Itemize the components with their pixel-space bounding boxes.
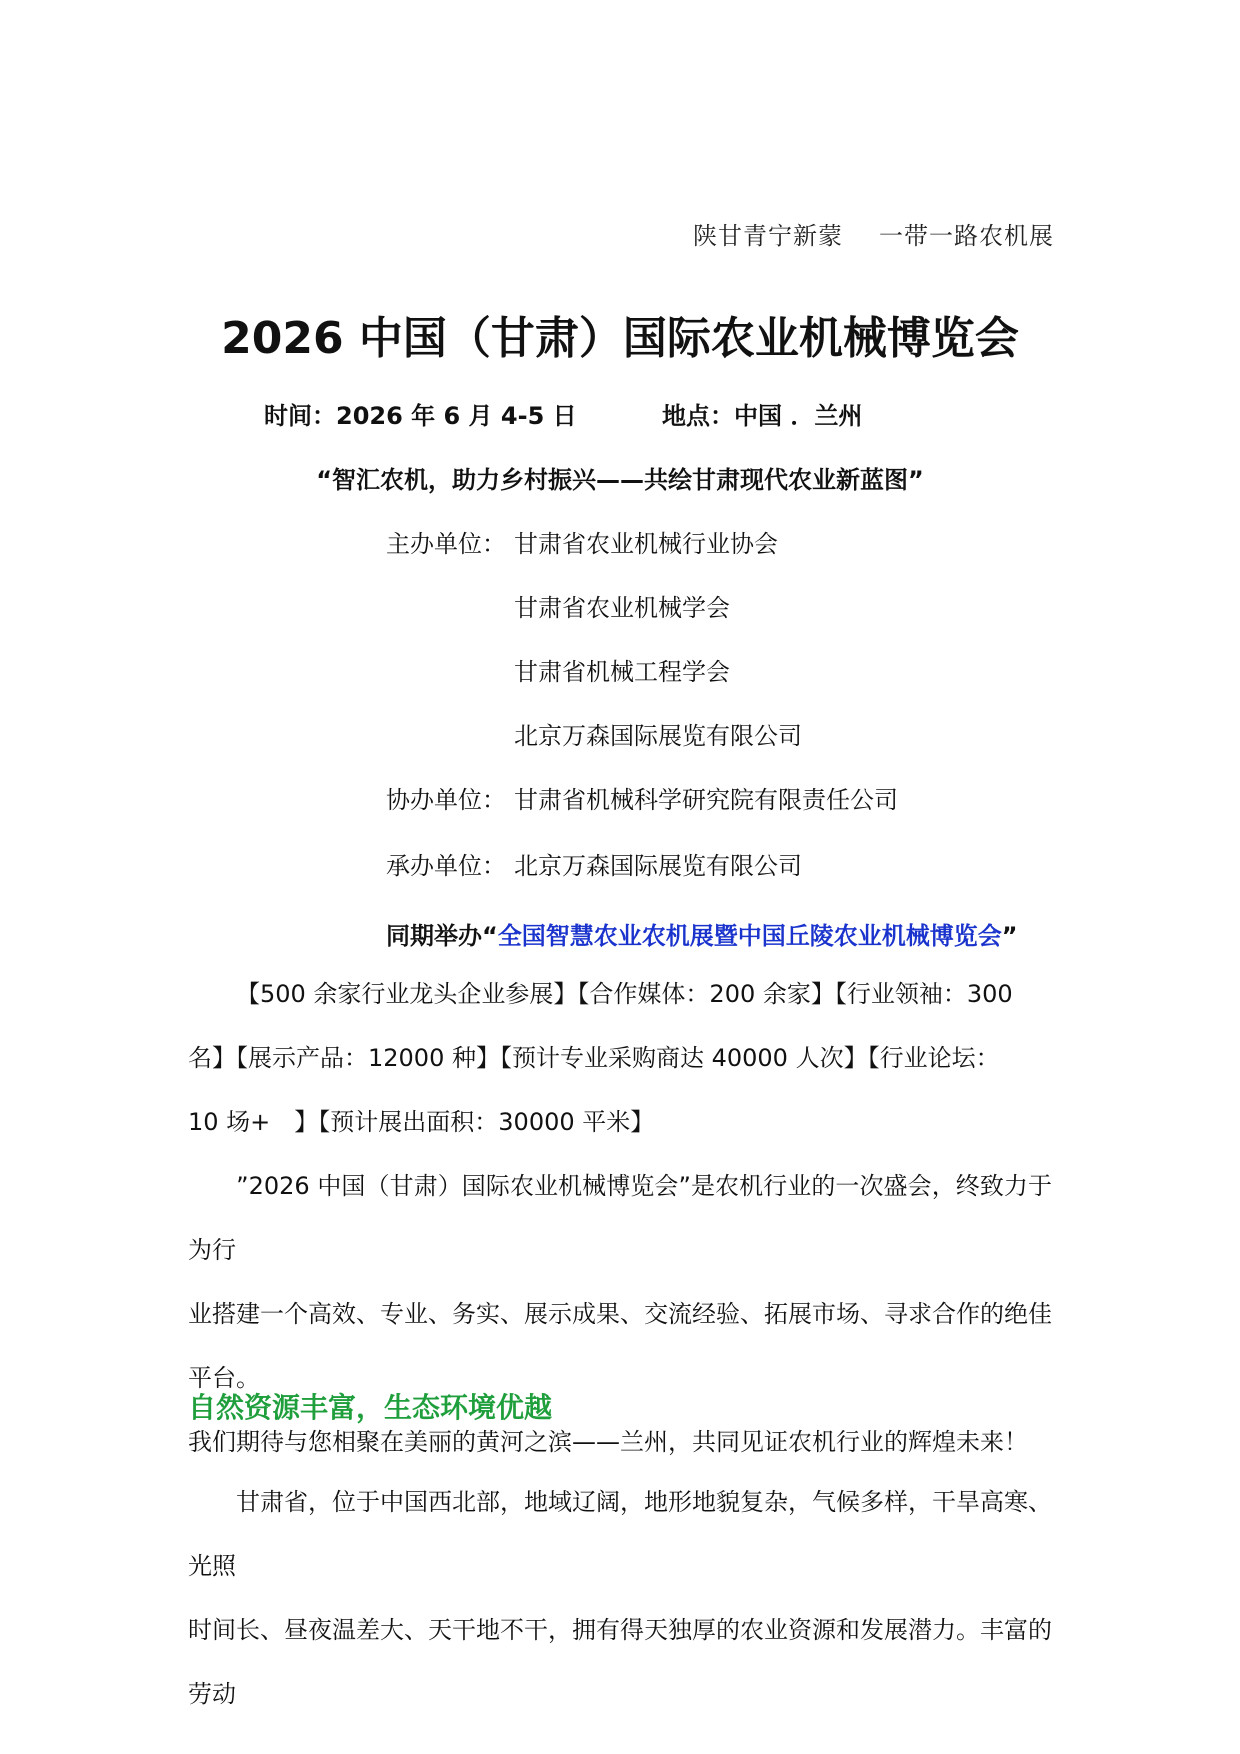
host-org-2: 甘肃省农业机械学会 xyxy=(514,594,730,622)
intro-line: 我们期待与您相聚在美丽的黄河之滨——兰州，共同见证农机行业的辉煌未来！ xyxy=(188,1428,1028,1456)
stats-line: 【500 余家行业龙头企业参展】【合作媒体：200 余家】【行业领袖：300 xyxy=(236,980,1013,1008)
co-organizer: 甘肃省机械科学研究院有限责任公司 xyxy=(514,786,898,814)
page-title: 2026 中国（甘肃）国际农业机械博览会 xyxy=(221,313,1019,364)
stats-line: 名】【展示产品：12000 种】【预计专业采购商达 40000 人次】【行业论坛： xyxy=(188,1044,1000,1072)
stats-line: 10 场+ 】【预计展出面积：30000 平米】 xyxy=(188,1108,655,1136)
host-org-3: 甘肃省机械工程学会 xyxy=(514,658,730,686)
event-slogan: “智汇农机，助力乡村振兴——共绘甘肃现代农业新蓝图” xyxy=(316,466,924,494)
section-line: 甘肃省，位于中国西北部，地域辽阔，地形地貌复杂，气候多样，干旱高寒、光照 xyxy=(188,1488,1052,1580)
undertaker-label: 承办单位： xyxy=(386,852,506,880)
intro-paragraph xyxy=(188,1154,1052,1474)
tagline-region: 陕甘青宁新蒙 xyxy=(693,222,843,250)
co-organizer-label: 协办单位： xyxy=(386,786,506,814)
host-org-4: 北京万森国际展览有限公司 xyxy=(514,722,802,750)
section-paragraph xyxy=(188,1470,1052,1726)
intro-line: ”2026 中国（甘肃）国际农业机械博览会”是农机行业的一次盛会，终致力于为行 xyxy=(188,1172,1052,1264)
event-time: 时间：2026 年 6 月 4-5 日 xyxy=(264,402,577,430)
intro-line: 业搭建一个高效、专业、务实、展示成果、交流经验、拓展市场、寻求合作的绝佳平台。 xyxy=(188,1300,1052,1392)
undertaker: 北京万森国际展览有限公司 xyxy=(514,852,802,880)
concurrent-event xyxy=(386,916,1018,951)
host-label: 主办单位： xyxy=(386,530,506,558)
stats-paragraph xyxy=(188,962,1052,1154)
tagline-belt-road: 一带一路农机展 xyxy=(879,222,1054,250)
concurrent-prefix: 同期举办“ xyxy=(386,922,498,950)
section-line: 时间长、昼夜温差大、天干地不干，拥有得天独厚的农业资源和发展潜力。丰富的劳动 xyxy=(188,1616,1052,1708)
host-org-1: 甘肃省农业机械行业协会 xyxy=(514,530,778,558)
section-heading: 自然资源丰富，生态环境优越 xyxy=(188,1391,553,1424)
header-tagline xyxy=(693,216,1054,251)
event-place: 地点：中国 ．兰州 xyxy=(662,402,863,430)
concurrent-event-name: 全国智慧农业农机展暨中国丘陵农业机械博览会 xyxy=(497,922,1002,950)
concurrent-suffix: ” xyxy=(1001,922,1018,950)
